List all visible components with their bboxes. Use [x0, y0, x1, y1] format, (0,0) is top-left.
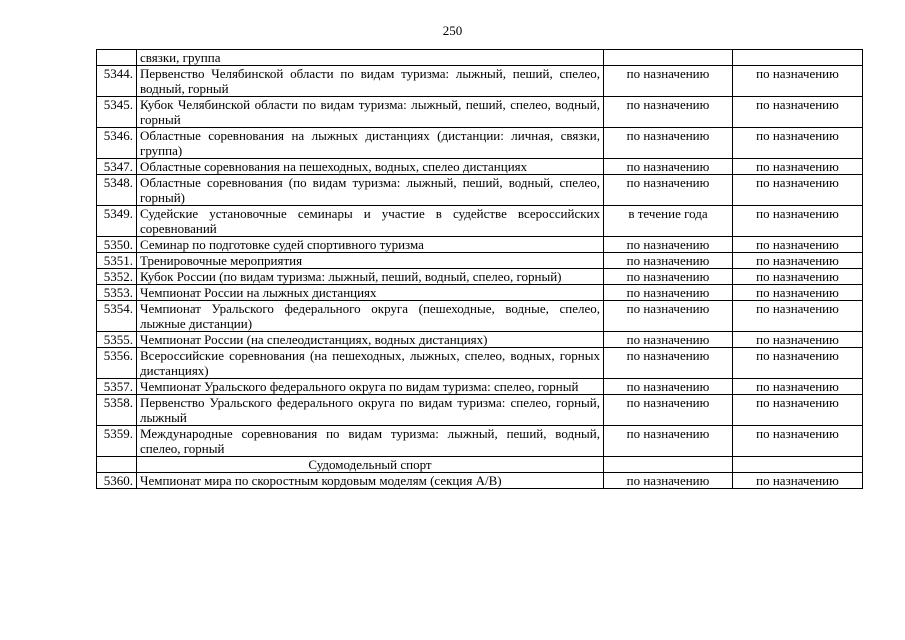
table-row	[97, 332, 863, 348]
event-name-cell: Семинар по подготовке судей спортивного туризма	[137, 237, 604, 253]
event-name-cell: Первенство Уральского федерального округа по видам туризма: спелео, горный, лыжный	[137, 395, 604, 426]
table-row	[97, 348, 863, 379]
row-number-cell: 5355.	[97, 332, 137, 348]
table-row	[97, 269, 863, 285]
row-number-cell: 5356.	[97, 348, 137, 379]
place-cell: по назначению	[733, 473, 863, 489]
place-cell: по назначению	[733, 379, 863, 395]
table-row	[97, 206, 863, 237]
date-cell: по назначению	[604, 301, 733, 332]
row-number-cell: 5353.	[97, 285, 137, 301]
place-cell: по назначению	[733, 66, 863, 97]
row-number-cell: 5358.	[97, 395, 137, 426]
place-cell: по назначению	[733, 301, 863, 332]
table-row	[97, 253, 863, 269]
event-name-cell: связки, группа	[137, 50, 604, 66]
event-name-cell: Чемпионат Уральского федерального округа по видам туризма: спелео, горный	[137, 379, 604, 395]
table-row	[97, 301, 863, 332]
table-row	[97, 97, 863, 128]
place-cell: по назначению	[733, 426, 863, 457]
page-number: 250	[442, 23, 463, 38]
section-header-row	[97, 457, 863, 473]
date-cell: по назначению	[604, 379, 733, 395]
place-cell: по назначению	[733, 175, 863, 206]
date-cell: по назначению	[604, 159, 733, 175]
row-number-cell: 5360.	[97, 473, 137, 489]
event-name-cell: Кубок России (по видам туризма: лыжный, пеший, водный, спелео, горный)	[137, 269, 604, 285]
events-table	[96, 49, 863, 489]
table-row	[97, 159, 863, 175]
date-cell: по назначению	[604, 285, 733, 301]
table-row	[97, 128, 863, 159]
date-cell: по назначению	[604, 426, 733, 457]
row-number-cell	[97, 50, 137, 66]
event-name-cell: Тренировочные мероприятия	[137, 253, 604, 269]
place-cell: по назначению	[733, 253, 863, 269]
event-name-cell: Чемпионат мира по скоростным кордовым моделям (секция А/В)	[137, 473, 604, 489]
section-empty-cell	[733, 457, 863, 473]
row-number-cell: 5350.	[97, 237, 137, 253]
table-row	[97, 66, 863, 97]
row-number-cell: 5354.	[97, 301, 137, 332]
date-cell: по назначению	[604, 253, 733, 269]
place-cell: по назначению	[733, 285, 863, 301]
event-name-cell: Кубок Челябинской области по видам туризма: лыжный, пеший, спелео, водный, горный	[137, 97, 604, 128]
date-cell: в течение года	[604, 206, 733, 237]
event-name-cell: Судейские установочные семинары и участие в судействе всероссийских соревнований	[137, 206, 604, 237]
row-number-cell: 5352.	[97, 269, 137, 285]
place-cell: по назначению	[733, 237, 863, 253]
row-number-cell: 5359.	[97, 426, 137, 457]
date-cell: по назначению	[604, 237, 733, 253]
row-number-cell: 5349.	[97, 206, 137, 237]
row-number-cell: 5348.	[97, 175, 137, 206]
date-cell	[604, 50, 733, 66]
place-cell: по назначению	[733, 97, 863, 128]
row-number-cell: 5346.	[97, 128, 137, 159]
date-cell: по назначению	[604, 269, 733, 285]
row-number-cell: 5357.	[97, 379, 137, 395]
place-cell: по назначению	[733, 128, 863, 159]
place-cell: по назначению	[733, 159, 863, 175]
row-number-cell: 5351.	[97, 253, 137, 269]
event-name-cell: Первенство Челябинской области по видам туризма: лыжный, пеший, спелео, водный, горный	[137, 66, 604, 97]
table-row	[97, 237, 863, 253]
row-number-cell: 5347.	[97, 159, 137, 175]
section-empty-cell	[97, 457, 137, 473]
date-cell: по назначению	[604, 473, 733, 489]
date-cell: по назначению	[604, 395, 733, 426]
row-number-cell: 5344.	[97, 66, 137, 97]
table-row	[97, 175, 863, 206]
date-cell: по назначению	[604, 66, 733, 97]
date-cell: по назначению	[604, 175, 733, 206]
date-cell: по назначению	[604, 332, 733, 348]
section-empty-cell	[604, 457, 733, 473]
place-cell: по назначению	[733, 269, 863, 285]
table-row	[97, 426, 863, 457]
table-row	[97, 473, 863, 489]
event-name-cell: Областные соревнования на лыжных дистанциях (дистанции: личная, связки, группа)	[137, 128, 604, 159]
event-name-cell: Областные соревнования (по видам туризма: лыжный, пеший, водный, спелео, горный)	[137, 175, 604, 206]
table-row	[97, 395, 863, 426]
table-row	[97, 379, 863, 395]
event-name-cell: Чемпионат Уральского федерального округа (пешеходные, водные, спелео, лыжные дистанции)	[137, 301, 604, 332]
event-name-cell: Областные соревнования на пешеходных, водных, спелео дистанциях	[137, 159, 604, 175]
table-row	[97, 285, 863, 301]
date-cell: по назначению	[604, 348, 733, 379]
place-cell: по назначению	[733, 395, 863, 426]
event-name-cell: Чемпионат России на лыжных дистанциях	[137, 285, 604, 301]
event-name-cell: Чемпионат России (на спелеодистанциях, водных дистанциях)	[137, 332, 604, 348]
section-title: Судомодельный спорт	[137, 457, 604, 473]
place-cell: по назначению	[733, 348, 863, 379]
table-row-continued	[97, 50, 863, 66]
event-name-cell: Всероссийские соревнования (на пешеходных, лыжных, спелео, водных, горных дистанциях)	[137, 348, 604, 379]
date-cell: по назначению	[604, 128, 733, 159]
event-name-cell: Международные соревнования по видам туризма: лыжный, пеший, водный, спелео, горный	[137, 426, 604, 457]
date-cell: по назначению	[604, 97, 733, 128]
place-cell	[733, 50, 863, 66]
row-number-cell: 5345.	[97, 97, 137, 128]
place-cell: по назначению	[733, 332, 863, 348]
place-cell: по назначению	[733, 206, 863, 237]
